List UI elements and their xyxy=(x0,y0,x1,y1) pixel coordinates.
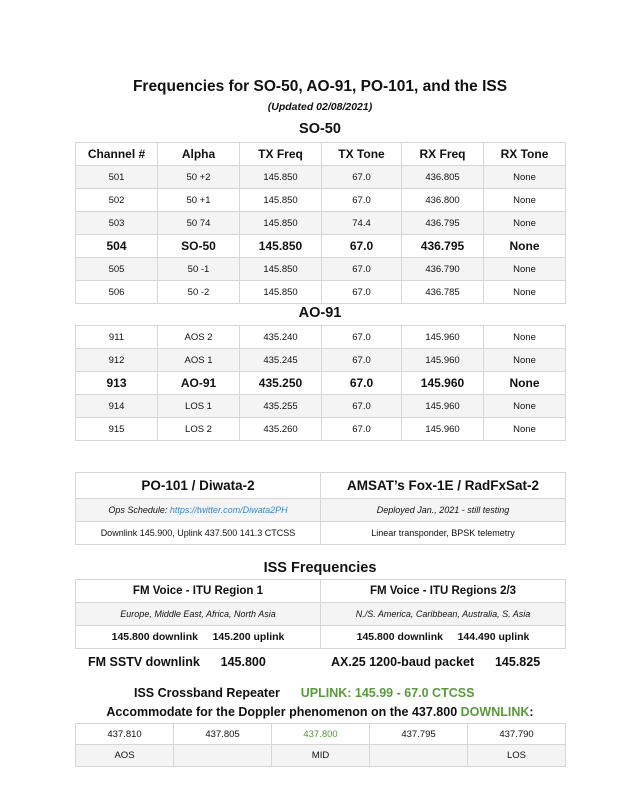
cell: 436.795 xyxy=(402,235,484,258)
cell: 67.0 xyxy=(322,349,402,372)
cell: 145.960 xyxy=(402,349,484,372)
cell: 50 -1 xyxy=(158,258,240,281)
cell: 436.805 xyxy=(402,166,484,189)
doppler-freq: 437.805 xyxy=(174,724,272,745)
col-rx-freq: RX Freq xyxy=(402,143,484,166)
table-row xyxy=(76,258,566,281)
cell: 502 xyxy=(76,189,158,212)
col-rx-tone: RX Tone xyxy=(484,143,566,166)
po101-schedule xyxy=(76,499,321,522)
cell: 145.960 xyxy=(402,418,484,441)
fox1e-heading: AMSAT’s Fox-1E / RadFxSat-2 xyxy=(321,473,566,499)
cell: 50 +2 xyxy=(158,166,240,189)
cell: 505 xyxy=(76,258,158,281)
cell: None xyxy=(484,189,566,212)
region23-uplink: 144.490 uplink xyxy=(457,631,530,643)
cell: LOS 2 xyxy=(158,418,240,441)
doppler-label-los: LOS xyxy=(468,745,566,767)
cell: None xyxy=(484,258,566,281)
repeater-label: ISS Crossband Repeater xyxy=(134,686,280,700)
po101-heading: PO-101 / Diwata-2 xyxy=(76,473,321,499)
region23-title: FM Voice - ITU Regions 2/3 xyxy=(321,580,566,603)
iss-heading: ISS Frequencies xyxy=(263,560,377,576)
cell: 912 xyxy=(76,349,158,372)
col-tx-tone: TX Tone xyxy=(322,143,402,166)
table-row-highlight xyxy=(76,235,566,258)
cell: 503 xyxy=(76,212,158,235)
cell: None xyxy=(484,166,566,189)
so50-header-row xyxy=(76,143,566,166)
table-row xyxy=(76,418,566,441)
table-row xyxy=(76,326,566,349)
region23-freqs xyxy=(321,626,566,649)
cell: 501 xyxy=(76,166,158,189)
region1-title: FM Voice - ITU Region 1 xyxy=(76,580,321,603)
doppler-downlink: DOWNLINK xyxy=(460,705,530,719)
region23-areas: N./S. America, Caribbean, Australia, S. Asia xyxy=(321,603,566,626)
cell: 913 xyxy=(76,372,158,395)
cell: 50 -2 xyxy=(158,281,240,304)
cell: 145.850 xyxy=(240,258,322,281)
fox1e-status: Deployed Jan., 2021 - still testing xyxy=(321,499,566,522)
cell: None xyxy=(484,235,566,258)
cell: SO-50 xyxy=(158,235,240,258)
table-row xyxy=(76,281,566,304)
cell: 67.0 xyxy=(322,281,402,304)
packet-line xyxy=(331,655,540,669)
cell: 436.790 xyxy=(402,258,484,281)
table-row xyxy=(76,166,566,189)
doppler-label-row xyxy=(76,745,566,767)
iss-voice-table xyxy=(75,579,566,649)
doppler-freq: 437.795 xyxy=(370,724,468,745)
cell: None xyxy=(484,372,566,395)
so50-heading: SO-50 xyxy=(299,121,341,137)
doppler-line xyxy=(0,705,640,719)
cell: AO-91 xyxy=(158,372,240,395)
cell: 67.0 xyxy=(322,258,402,281)
cell: 67.0 xyxy=(322,235,402,258)
cell: None xyxy=(484,418,566,441)
packet-freq: 145.825 xyxy=(494,655,541,669)
doppler-freq-row xyxy=(76,724,566,745)
cell: 911 xyxy=(76,326,158,349)
cell: None xyxy=(484,349,566,372)
cell: 50 74 xyxy=(158,212,240,235)
cell: 145.850 xyxy=(240,189,322,212)
cell: 915 xyxy=(76,418,158,441)
sstv-label: FM SSTV downlink xyxy=(88,655,200,669)
doppler-label xyxy=(174,745,272,767)
cell: None xyxy=(484,281,566,304)
page-title: Frequencies for SO-50, AO-91, PO-101, and the ISS xyxy=(132,78,508,95)
packet-label: AX.25 1200-baud packet xyxy=(331,655,475,669)
cell: 145.850 xyxy=(240,212,322,235)
repeater-line xyxy=(134,686,474,700)
doppler-label xyxy=(370,745,468,767)
diwata-twitter-link[interactable]: https://twitter.com/Diwata2PH xyxy=(169,505,288,515)
cell: 145.850 xyxy=(240,235,322,258)
sstv-line xyxy=(88,655,266,669)
region1-uplink: 145.200 uplink xyxy=(212,631,285,643)
fox1e-info: Linear transponder, BPSK telemetry xyxy=(321,522,566,545)
doppler-text: Accommodate for the Doppler phenomenon on the 437.800 xyxy=(106,705,458,719)
table-row xyxy=(76,349,566,372)
po101-info: Downlink 145.900, Uplink 437.500 141.3 CTCSS xyxy=(76,522,321,545)
cell: 50 +1 xyxy=(158,189,240,212)
cell: 506 xyxy=(76,281,158,304)
region1-areas: Europe, Middle East, Africa, North Asia xyxy=(76,603,321,626)
cell: 145.960 xyxy=(402,326,484,349)
schedule-label: Ops Schedule: xyxy=(108,505,168,515)
cell: 435.250 xyxy=(240,372,322,395)
cell: 145.960 xyxy=(402,395,484,418)
cell: 435.255 xyxy=(240,395,322,418)
cell: AOS 1 xyxy=(158,349,240,372)
cell: 67.0 xyxy=(322,166,402,189)
col-tx-freq: TX Freq xyxy=(240,143,322,166)
doppler-colon: : xyxy=(529,705,534,719)
cell: 67.0 xyxy=(322,372,402,395)
cell: 436.785 xyxy=(402,281,484,304)
cell: 67.0 xyxy=(322,326,402,349)
doppler-label-mid: MID xyxy=(272,745,370,767)
cell: 145.850 xyxy=(240,166,322,189)
region23-downlink: 145.800 downlink xyxy=(356,631,443,643)
cell: LOS 1 xyxy=(158,395,240,418)
table-row xyxy=(76,189,566,212)
repeater-uplink: UPLINK: 145.99 - 67.0 CTCSS xyxy=(300,686,475,700)
doppler-label-aos: AOS xyxy=(76,745,174,767)
sstv-freq: 145.800 xyxy=(220,655,266,669)
so50-table xyxy=(75,142,566,304)
cell: 504 xyxy=(76,235,158,258)
doppler-table xyxy=(75,723,566,767)
ao91-table xyxy=(75,325,566,441)
table-row-highlight xyxy=(76,372,566,395)
col-channel: Channel # xyxy=(76,143,158,166)
cell: None xyxy=(484,212,566,235)
cell: 67.0 xyxy=(322,418,402,441)
cell: 67.0 xyxy=(322,395,402,418)
cell: 67.0 xyxy=(322,189,402,212)
ao91-heading: AO-91 xyxy=(298,305,342,321)
cell: 145.960 xyxy=(402,372,484,395)
cell: None xyxy=(484,326,566,349)
cell: 435.245 xyxy=(240,349,322,372)
cell: 914 xyxy=(76,395,158,418)
cell: 435.260 xyxy=(240,418,322,441)
doppler-freq: 437.790 xyxy=(468,724,566,745)
po101-fox-table xyxy=(75,472,566,545)
cell: 436.800 xyxy=(402,189,484,212)
table-row xyxy=(76,395,566,418)
cell: None xyxy=(484,395,566,418)
col-alpha: Alpha xyxy=(158,143,240,166)
doppler-freq-mid: 437.800 xyxy=(272,724,370,745)
cell: 145.850 xyxy=(240,281,322,304)
cell: 435.240 xyxy=(240,326,322,349)
region1-freqs xyxy=(76,626,321,649)
table-row xyxy=(76,212,566,235)
region1-downlink: 145.800 downlink xyxy=(111,631,198,643)
cell: 436.795 xyxy=(402,212,484,235)
doppler-freq: 437.810 xyxy=(76,724,174,745)
updated-date: (Updated 02/08/2021) xyxy=(267,101,373,113)
cell: 74.4 xyxy=(322,212,402,235)
cell: AOS 2 xyxy=(158,326,240,349)
